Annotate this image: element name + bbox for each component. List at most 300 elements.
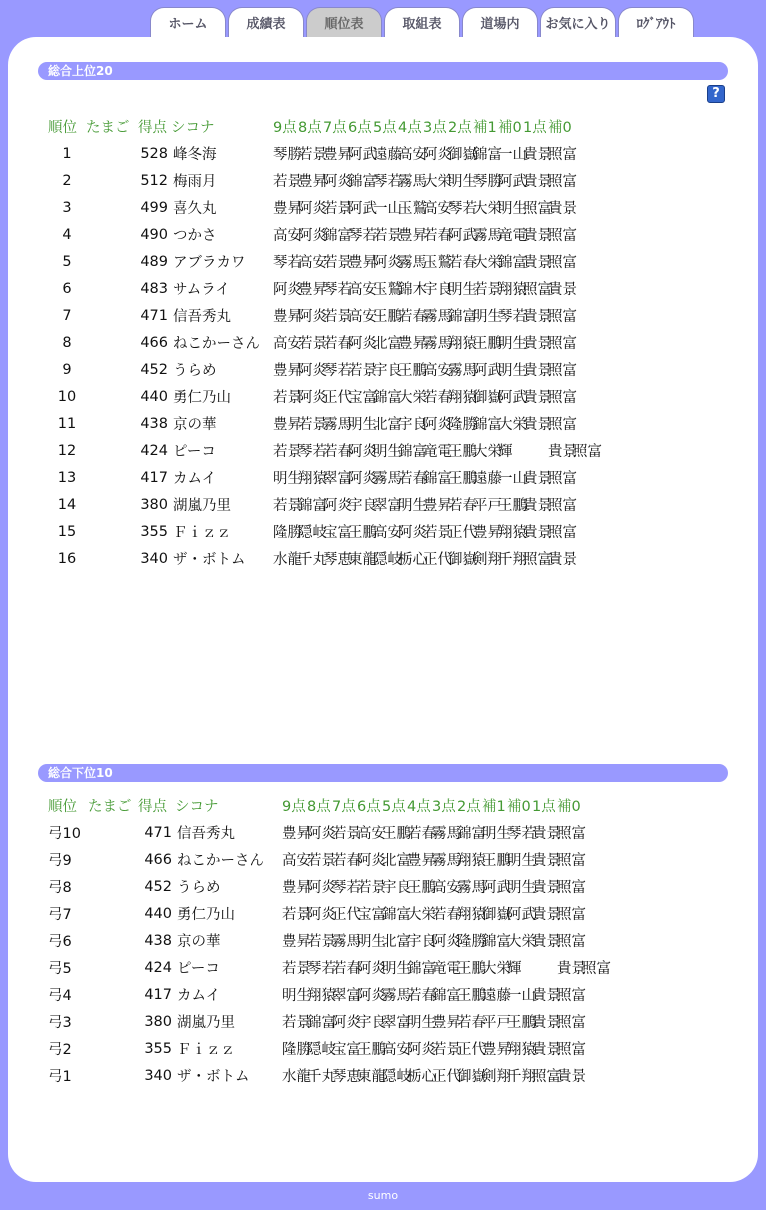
pick-cell: 翠富 <box>323 471 352 487</box>
shikona-cell[interactable]: Ｆｉｚｚ <box>177 1042 235 1058</box>
pick-cell: 豊昇 <box>298 174 327 190</box>
shikona-cell[interactable]: うらめ <box>177 880 221 896</box>
shikona-cell[interactable]: 湖嵐乃里 <box>173 498 231 514</box>
shikona-cell[interactable]: 勇仁乃山 <box>177 907 235 923</box>
pick-cell: 照富 <box>523 282 552 298</box>
pick-cell: 錦富 <box>407 961 436 977</box>
pick-cell: 阿炎 <box>298 201 327 217</box>
pick-cell: 若景 <box>323 309 352 325</box>
pick-cell: 水龍 <box>273 552 302 568</box>
pick-cell: 遠藤 <box>373 147 402 163</box>
pick-cell: 豊昇 <box>273 417 302 433</box>
pick-cell: 若景 <box>323 255 352 271</box>
points-cell: 355 <box>144 1040 172 1057</box>
pick-cell: 玉鷲 <box>423 255 452 271</box>
pick-cell: 琴若 <box>323 282 352 298</box>
pick-cell: 琴若 <box>332 880 361 896</box>
pick-cell: 若景 <box>323 201 352 217</box>
points-cell: 380 <box>140 496 168 513</box>
pick-cell: 隆勝 <box>282 1042 311 1058</box>
pick-cell: 隠岐 <box>307 1042 336 1058</box>
pick-cell: 北富 <box>373 336 402 352</box>
tamago-cell <box>88 873 138 900</box>
pick-cell: 貴景 <box>523 471 552 487</box>
pick-cell: 阿炎 <box>298 363 327 379</box>
pick-cell: 阿炎 <box>423 417 452 433</box>
help-icon[interactable]: ? <box>707 85 725 103</box>
bottom-header-13: 補0 <box>507 799 531 815</box>
points-cell: 512 <box>140 172 168 189</box>
tab-1[interactable]: 成績表 <box>228 7 304 37</box>
pick-cell: 霧馬 <box>473 228 502 244</box>
table-row <box>48 221 748 248</box>
rank-cell: 5 <box>62 253 72 270</box>
shikona-cell[interactable]: 勇仁乃山 <box>173 390 231 406</box>
pick-cell: 若景 <box>473 282 502 298</box>
bottom-header-3: シコナ <box>175 799 219 815</box>
pick-cell: 若景 <box>273 444 302 460</box>
shikona-cell[interactable]: ザ・ボトム <box>177 1069 250 1085</box>
tamago-cell <box>86 275 138 302</box>
pick-cell: 阿炎 <box>407 1042 436 1058</box>
pick-cell: 照富 <box>557 880 586 896</box>
pick-cell: 正代 <box>448 525 477 541</box>
pick-cell: 明生 <box>407 1015 436 1031</box>
pick-cell: 御嶽 <box>482 907 511 923</box>
shikona-cell[interactable]: 信吾秀丸 <box>173 309 231 325</box>
pick-cell: 豊昇 <box>282 826 311 842</box>
pick-cell: 錦富 <box>432 988 461 1004</box>
pick-cell: 明生 <box>373 444 402 460</box>
bottom-header-15: 補0 <box>557 799 581 815</box>
pick-cell: 若春 <box>423 228 452 244</box>
pick-cell: 若春 <box>332 853 361 869</box>
table-row <box>48 846 748 873</box>
main-panel <box>8 37 758 1182</box>
top-header-5: 8点 <box>298 120 322 136</box>
top-header-13: 補0 <box>498 120 522 136</box>
shikona-cell[interactable]: 信吾秀丸 <box>177 826 235 842</box>
pick-cell: 翔猿 <box>457 907 486 923</box>
points-cell: 466 <box>140 334 168 351</box>
bottom-header-14: 1点 <box>532 799 556 815</box>
pick-cell: 琴勝 <box>473 174 502 190</box>
pick-cell: 東龍 <box>348 552 377 568</box>
pick-cell: 大栄 <box>482 961 511 977</box>
pick-cell: 若景 <box>332 826 361 842</box>
pick-cell: 琴恵 <box>323 552 352 568</box>
tamago-cell <box>86 194 138 221</box>
pick-cell: 御嶽 <box>448 147 477 163</box>
pick-cell: 明生 <box>448 282 477 298</box>
pick-cell: 照富 <box>557 934 586 950</box>
pick-cell: 若景 <box>298 147 327 163</box>
pick-cell: 霧馬 <box>382 988 411 1004</box>
pick-cell: 若景 <box>373 228 402 244</box>
pick-cell: 若景 <box>357 880 386 896</box>
pick-cell: 竜電 <box>423 444 452 460</box>
pick-cell: 豊昇 <box>398 228 427 244</box>
pick-cell: 高安 <box>423 363 452 379</box>
rank-cell: 16 <box>57 550 77 567</box>
table-row <box>48 167 748 194</box>
rank-cell: 8 <box>62 334 72 351</box>
rank-cell: 弓6 <box>48 934 72 950</box>
pick-cell: 阿武 <box>348 201 377 217</box>
pick-cell: 王鵬 <box>482 853 511 869</box>
pick-cell: 錦富 <box>448 309 477 325</box>
table-row <box>48 491 748 518</box>
shikona-cell[interactable]: ねこかーさん <box>177 853 264 869</box>
top-header-9: 4点 <box>398 120 422 136</box>
pick-cell: 明生 <box>448 174 477 190</box>
shikona-cell[interactable]: 京の華 <box>173 417 217 433</box>
table-row <box>48 410 748 437</box>
tab-3[interactable]: 取組表 <box>384 7 460 37</box>
pick-cell: 豊昇 <box>482 1042 511 1058</box>
top-header-6: 7点 <box>323 120 347 136</box>
table-row <box>48 248 748 275</box>
shikona-cell[interactable]: 湖嵐乃里 <box>177 1015 235 1031</box>
rank-cell: 1 <box>62 145 72 162</box>
pick-cell: 錦富 <box>307 1015 336 1031</box>
pick-cell: 貴景 <box>532 853 561 869</box>
tab-0[interactable]: ホーム <box>150 7 226 37</box>
pick-cell: 大栄 <box>498 417 527 433</box>
pick-cell: 照富 <box>548 147 577 163</box>
pick-cell: 豊昇 <box>473 525 502 541</box>
pick-cell: 北富 <box>382 934 411 950</box>
points-cell: 417 <box>144 986 172 1003</box>
rank-cell: 9 <box>62 361 72 378</box>
tamago-cell <box>88 1035 138 1062</box>
rank-cell: 弓7 <box>48 907 72 923</box>
pick-cell: 貴景 <box>532 880 561 896</box>
shikona-cell[interactable]: ザ・ボトム <box>173 552 246 568</box>
pick-cell: 翠富 <box>373 498 402 514</box>
rank-cell: 弓4 <box>48 988 72 1004</box>
points-cell: 452 <box>140 361 168 378</box>
rank-cell: 弓8 <box>48 880 72 896</box>
pick-cell: 翔猿 <box>507 1042 536 1058</box>
pick-cell: 一山 <box>373 201 402 217</box>
table-row <box>48 383 748 410</box>
shikona-cell[interactable]: Ｆｉｚｚ <box>173 525 231 541</box>
pick-cell: 貴景 <box>532 934 561 950</box>
shikona-cell[interactable]: ピーコ <box>173 444 216 460</box>
pick-cell: 豊昇 <box>323 147 352 163</box>
table-row <box>48 437 748 464</box>
tamago-cell <box>88 954 138 981</box>
pick-cell: 錦富 <box>323 228 352 244</box>
pick-cell: 霧馬 <box>457 880 486 896</box>
pick-cell: 宝富 <box>357 907 386 923</box>
rank-cell: 弓1 <box>48 1069 72 1085</box>
rank-cell: 14 <box>57 496 77 513</box>
pick-cell: 千丸 <box>298 552 327 568</box>
pick-cell: 栃心 <box>398 552 427 568</box>
pick-cell: 琴若 <box>307 961 336 977</box>
rank-cell: 12 <box>57 442 77 459</box>
tamago-cell <box>86 167 138 194</box>
pick-cell: 高安 <box>298 255 327 271</box>
pick-cell: 貴景 <box>548 444 577 460</box>
pick-cell: 若景 <box>273 498 302 514</box>
pick-cell: 一山 <box>507 988 536 1004</box>
shikona-cell[interactable]: つかさ <box>173 228 217 244</box>
shikona-cell[interactable]: うらめ <box>173 363 217 379</box>
pick-cell: 若景 <box>423 525 452 541</box>
pick-cell: 高安 <box>273 336 302 352</box>
pick-cell: 貴景 <box>548 552 577 568</box>
pick-cell: 翠富 <box>382 1015 411 1031</box>
shikona-cell[interactable]: 喜久丸 <box>173 201 217 217</box>
points-cell: 528 <box>140 145 168 162</box>
pick-cell: 錦富 <box>298 498 327 514</box>
pick-cell: 照富 <box>573 444 602 460</box>
top-header-4: 9点 <box>273 120 297 136</box>
tab-4[interactable]: 道場内 <box>462 7 538 37</box>
pick-cell: 翔猿 <box>307 988 336 1004</box>
top-header-2: 得点 <box>138 120 167 136</box>
pick-cell: 正代 <box>323 390 352 406</box>
pick-cell: 若春 <box>423 390 452 406</box>
pick-cell: 阿武 <box>473 363 502 379</box>
pick-cell: 栃心 <box>407 1069 436 1085</box>
pick-cell: 阿武 <box>507 907 536 923</box>
pick-cell: 錦富 <box>473 417 502 433</box>
rank-cell: 7 <box>62 307 72 324</box>
pick-cell: 明生 <box>273 471 302 487</box>
tab-2[interactable]: 順位表 <box>306 7 382 37</box>
tamago-cell <box>86 140 138 167</box>
shikona-cell[interactable]: ねこかーさん <box>173 336 260 352</box>
pick-cell: 大栄 <box>407 907 436 923</box>
points-cell: 490 <box>140 226 168 243</box>
table-row <box>48 900 748 927</box>
shikona-cell[interactable]: 峰冬海 <box>173 147 217 163</box>
tamago-cell <box>88 846 138 873</box>
pick-cell: 翔猿 <box>298 471 327 487</box>
top-header-11: 2点 <box>448 120 472 136</box>
pick-cell: 玉鷲 <box>373 282 402 298</box>
pick-cell: 阿炎 <box>348 471 377 487</box>
pick-cell: 若景 <box>307 853 336 869</box>
pick-cell: 錦富 <box>457 826 486 842</box>
pick-cell: 豊昇 <box>282 934 311 950</box>
pick-cell: 錦富 <box>498 255 527 271</box>
pick-cell: 北富 <box>382 853 411 869</box>
pick-cell: 宇良 <box>348 498 377 514</box>
pick-cell: 高安 <box>423 201 452 217</box>
pick-cell: 阿炎 <box>273 282 302 298</box>
pick-cell: 若景 <box>282 1015 311 1031</box>
rank-cell: 弓9 <box>48 853 72 869</box>
pick-cell: 高安 <box>398 147 427 163</box>
pick-cell: 貴景 <box>523 363 552 379</box>
rank-cell: 3 <box>62 199 72 216</box>
pick-cell: 阿炎 <box>323 498 352 514</box>
pick-cell: 霧馬 <box>448 363 477 379</box>
top-header-14: 1点 <box>523 120 547 136</box>
tamago-cell <box>86 437 138 464</box>
pick-cell: 照富 <box>557 1042 586 1058</box>
pick-cell: 琴若 <box>448 201 477 217</box>
table-row <box>48 954 748 981</box>
top-header-10: 3点 <box>423 120 447 136</box>
pick-cell: 豊昇 <box>298 282 327 298</box>
pick-cell: 若春 <box>457 1015 486 1031</box>
pick-cell: 照富 <box>523 552 552 568</box>
rank-cell: 弓5 <box>48 961 72 977</box>
table-row <box>48 1035 748 1062</box>
pick-cell: 琴若 <box>348 228 377 244</box>
tamago-cell <box>88 927 138 954</box>
shikona-cell[interactable]: アブラカワ <box>173 255 246 271</box>
pick-cell: 霧馬 <box>398 255 427 271</box>
pick-cell: 宇良 <box>423 282 452 298</box>
pick-cell: 貴景 <box>523 309 552 325</box>
pick-cell: 貴景 <box>548 282 577 298</box>
pick-cell: 若春 <box>407 988 436 1004</box>
pick-cell: 輝 <box>507 961 522 977</box>
pick-cell: 若春 <box>432 907 461 923</box>
points-cell: 424 <box>144 959 172 976</box>
pick-cell: 玉鷲 <box>398 201 427 217</box>
shikona-cell[interactable]: 梅雨月 <box>173 174 217 190</box>
rank-cell: 13 <box>57 469 77 486</box>
pick-cell: 平戸 <box>473 498 502 514</box>
tamago-cell <box>88 819 138 846</box>
pick-cell: 貴景 <box>548 201 577 217</box>
rank-cell: 弓2 <box>48 1042 72 1058</box>
table-row <box>48 545 748 572</box>
pick-cell: 若春 <box>398 309 427 325</box>
pick-cell: 貴景 <box>523 498 552 514</box>
table-row <box>48 981 748 1008</box>
shikona-cell[interactable]: 京の華 <box>177 934 221 950</box>
points-cell: 438 <box>140 415 168 432</box>
pick-cell: 豊昇 <box>282 880 311 896</box>
pick-cell: 若景 <box>273 174 302 190</box>
points-cell: 340 <box>140 550 168 567</box>
pick-cell: 隠岐 <box>382 1069 411 1085</box>
pick-cell: 霧馬 <box>423 336 452 352</box>
pick-cell: 阿武 <box>448 228 477 244</box>
pick-cell <box>523 437 548 464</box>
pick-cell: 豊昇 <box>407 853 436 869</box>
points-cell: 340 <box>144 1067 172 1084</box>
bottom-header-8: 5点 <box>382 799 406 815</box>
points-cell: 440 <box>144 905 172 922</box>
top20-table <box>48 113 748 572</box>
pick-cell: 阿炎 <box>348 336 377 352</box>
pick-cell: 貴景 <box>523 417 552 433</box>
points-cell: 355 <box>140 523 168 540</box>
pick-cell: 剣翔 <box>482 1069 511 1085</box>
pick-cell: 宇良 <box>407 934 436 950</box>
points-cell: 471 <box>144 824 172 841</box>
shikona-cell[interactable]: カムイ <box>177 988 221 1004</box>
shikona-cell[interactable]: ピーコ <box>177 961 220 977</box>
pick-cell: 若春 <box>398 471 427 487</box>
pick-cell: 照富 <box>548 525 577 541</box>
pick-cell: 若景 <box>282 907 311 923</box>
bottom-header-0: 順位 <box>48 799 77 815</box>
pick-cell: 照富 <box>557 826 586 842</box>
pick-cell: 宇良 <box>373 363 402 379</box>
tamago-cell <box>86 491 138 518</box>
pick-cell: 若景 <box>273 390 302 406</box>
pick-cell: 隆勝 <box>448 417 477 433</box>
table-row <box>48 1062 748 1089</box>
pick-cell: 貴景 <box>523 228 552 244</box>
table-row <box>48 140 748 167</box>
pick-cell: 高安 <box>382 1042 411 1058</box>
pick-cell: 錦富 <box>398 444 427 460</box>
shikona-cell[interactable]: カムイ <box>173 471 217 487</box>
bottom-header-12: 補1 <box>482 799 506 815</box>
pick-cell: 高安 <box>282 853 311 869</box>
pick-cell: 阿炎 <box>323 174 352 190</box>
pick-cell: 明生 <box>473 309 502 325</box>
pick-cell: 琴恵 <box>332 1069 361 1085</box>
pick-cell: 若春 <box>323 444 352 460</box>
pick-cell: 高安 <box>357 826 386 842</box>
pick-cell: 一山 <box>498 471 527 487</box>
pick-cell: 豊昇 <box>348 255 377 271</box>
pick-cell: 隠岐 <box>373 552 402 568</box>
pick-cell: 照富 <box>582 961 611 977</box>
top20-section-header: 総合上位20 <box>38 62 728 80</box>
points-cell: 452 <box>144 878 172 895</box>
pick-cell: 王鵬 <box>498 498 527 514</box>
pick-cell: 遠藤 <box>473 471 502 487</box>
pick-cell: 貴景 <box>523 390 552 406</box>
pick-cell: 霧馬 <box>332 934 361 950</box>
pick-cell: 阿炎 <box>348 444 377 460</box>
table-row <box>48 464 748 491</box>
pick-cell: 高安 <box>432 880 461 896</box>
bottom10-section-header: 総合下位10 <box>38 764 728 782</box>
pick-cell: 輝 <box>498 444 513 460</box>
pick-cell: 若春 <box>448 498 477 514</box>
pick-cell: 隆勝 <box>457 934 486 950</box>
pick-cell: 照富 <box>557 988 586 1004</box>
pick-cell: 琴若 <box>298 444 327 460</box>
points-cell: 424 <box>140 442 168 459</box>
tab-6[interactable]: ﾛｸﾞｱｳﾄ <box>618 7 694 37</box>
shikona-cell[interactable]: サムライ <box>173 282 230 298</box>
pick-cell: 正代 <box>332 907 361 923</box>
top-header-12: 補1 <box>473 120 497 136</box>
pick-cell: 若春 <box>323 336 352 352</box>
bottom-header-11: 2点 <box>457 799 481 815</box>
pick-cell: 翔猿 <box>448 336 477 352</box>
pick-cell: 阿炎 <box>373 255 402 271</box>
tamago-cell <box>86 302 138 329</box>
tamago-cell <box>86 356 138 383</box>
pick-cell: 照富 <box>557 1015 586 1031</box>
top-header-15: 補0 <box>548 120 572 136</box>
tab-5[interactable]: お気に入り <box>540 7 616 37</box>
pick-cell: 貴景 <box>532 826 561 842</box>
pick-cell: 王鵬 <box>407 880 436 896</box>
pick-cell: 正代 <box>432 1069 461 1085</box>
tamago-cell <box>86 248 138 275</box>
top-header-7: 6点 <box>348 120 372 136</box>
footer-text: sumo <box>367 1189 399 1202</box>
